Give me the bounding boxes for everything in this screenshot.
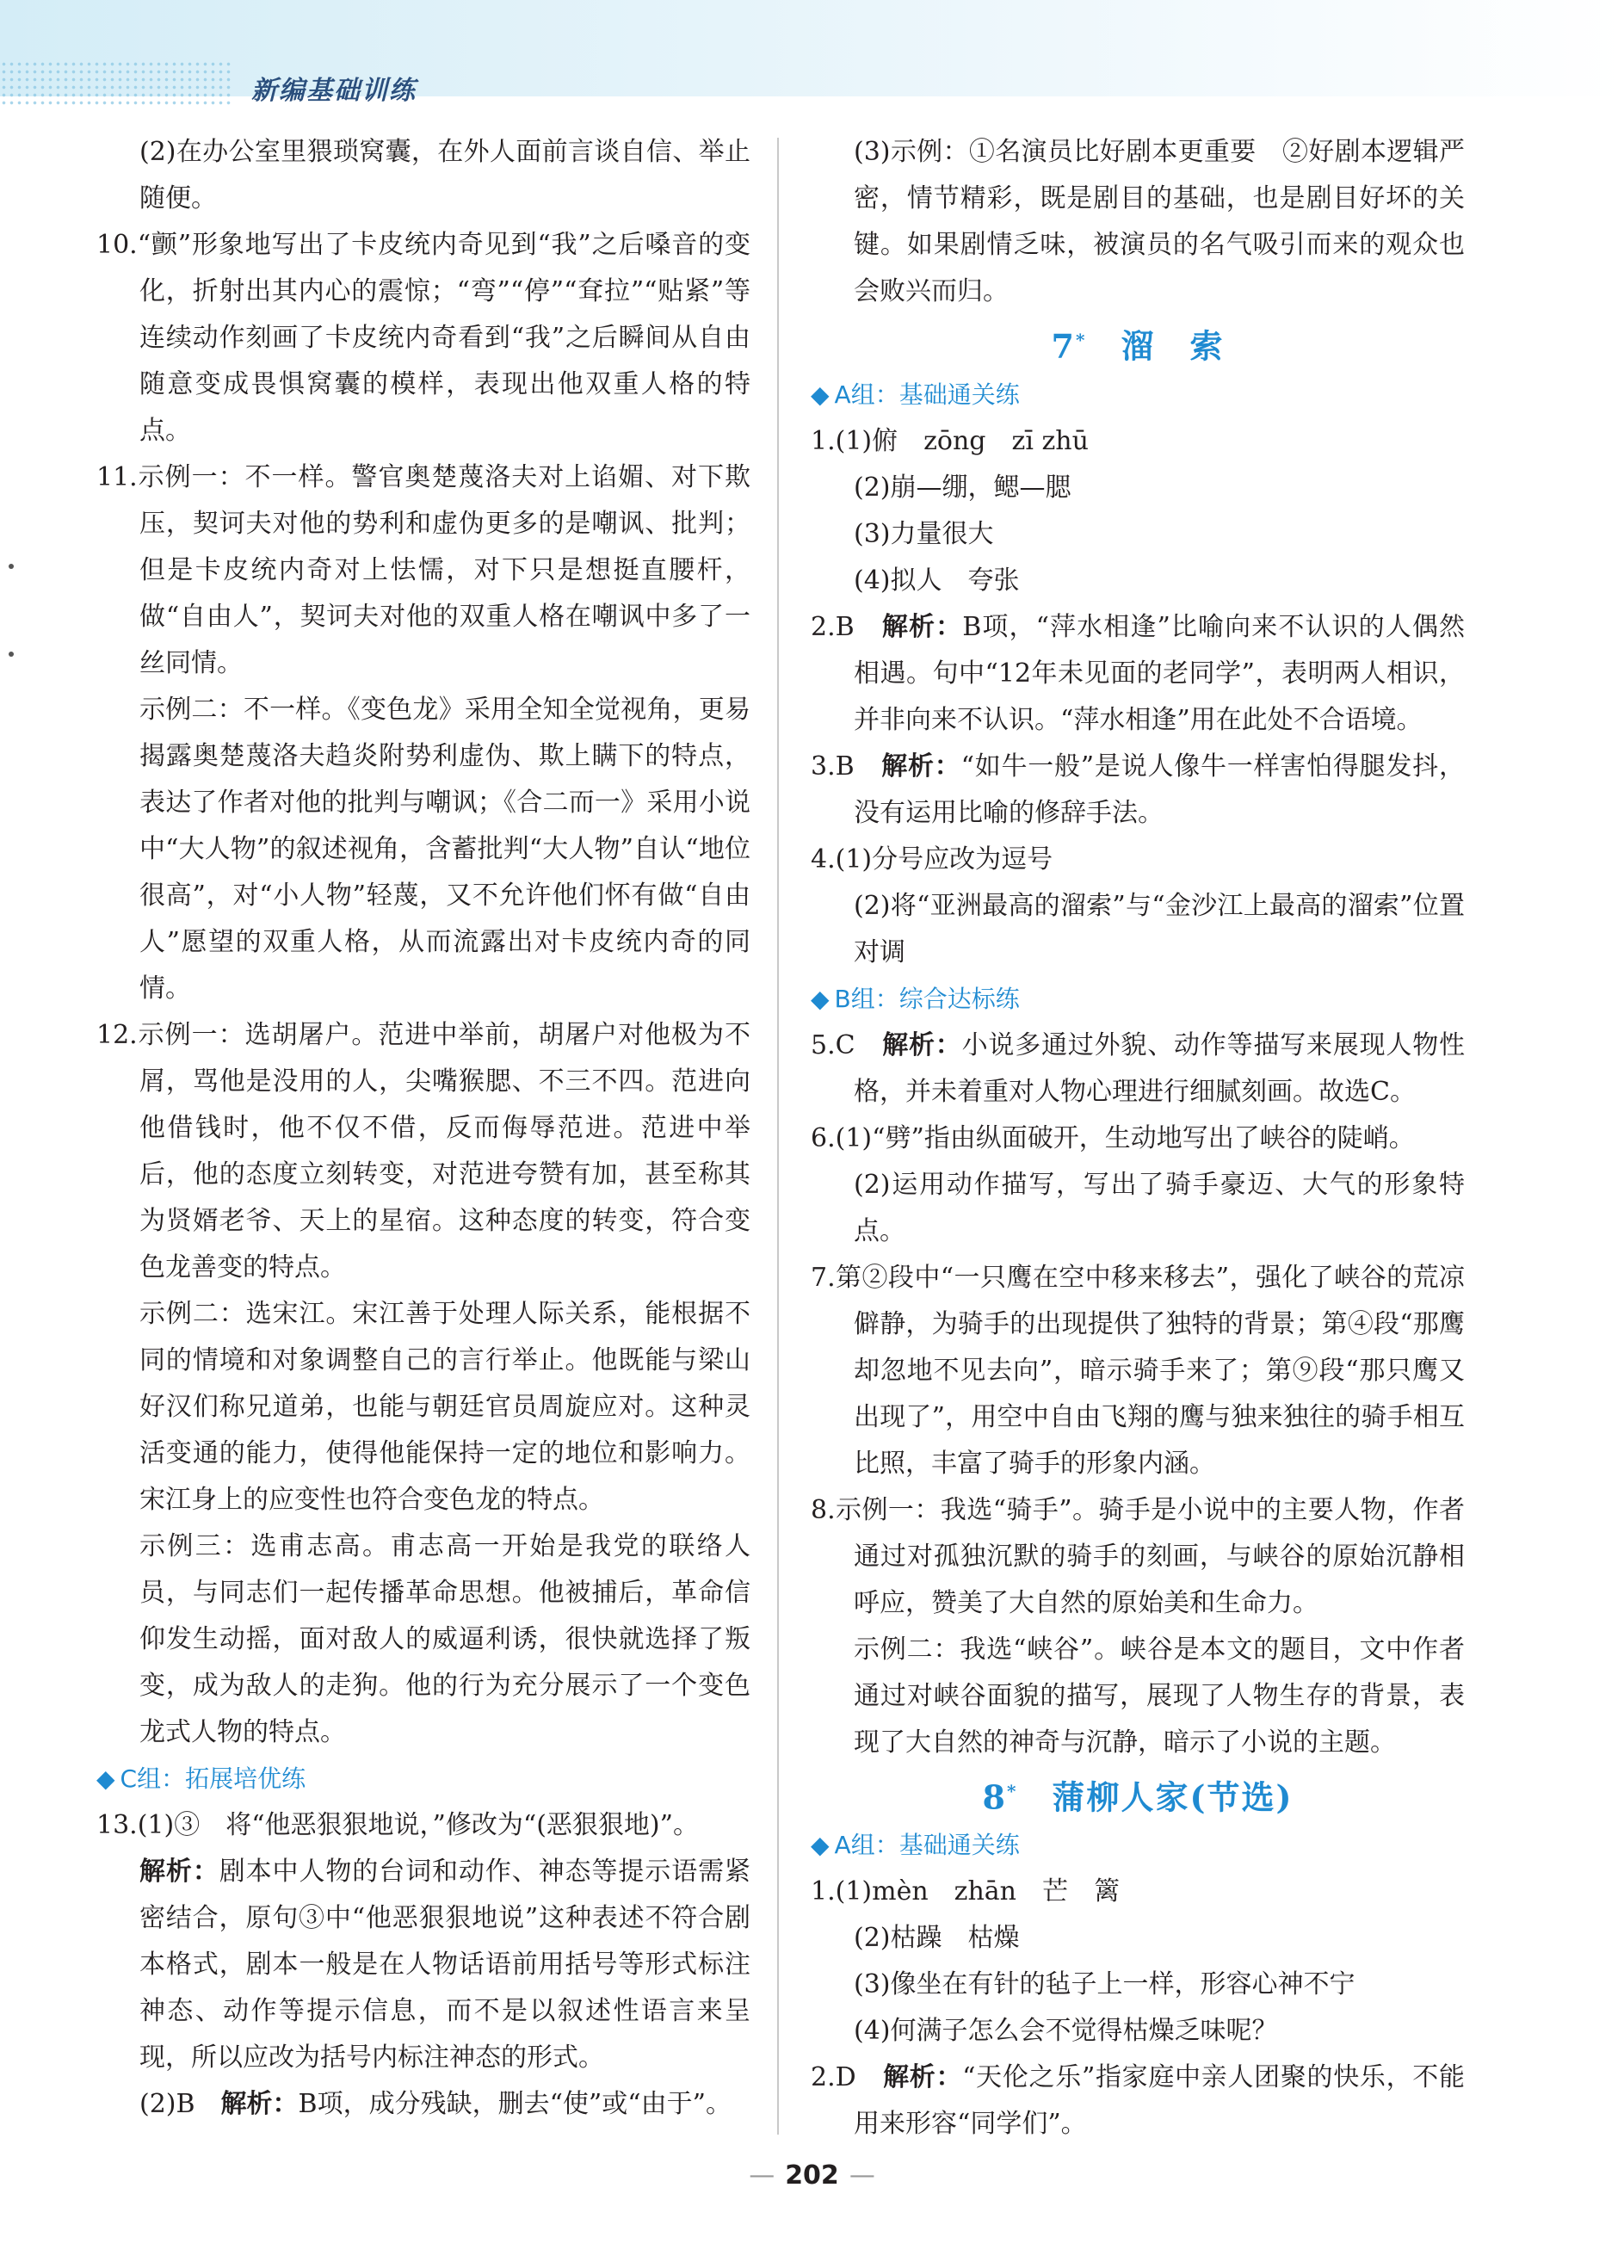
analysis-label: 解析： <box>881 751 961 782</box>
answer-item <box>96 222 750 454</box>
answer-subitem <box>811 883 1465 976</box>
page-number: — 202 — <box>749 2160 875 2191</box>
answer-text: 5.C <box>811 1029 883 1060</box>
answer-item <box>811 1255 1465 1487</box>
answer-item <box>811 604 1465 744</box>
section-marker: * <box>1075 330 1087 350</box>
group-heading-label: A组：基础通关练 <box>834 1831 1020 1860</box>
analysis-text: B项，成分残缺，删去“使”或“由于”。 <box>298 2089 732 2119</box>
answer-text: (2)运用动作描写，写出了骑手豪迈、大气的形象特点。 <box>854 1169 1465 1246</box>
answer-subitem <box>811 129 1465 315</box>
answer-text: 10.“颤”形象地写出了卡皮统内奇见到“我”之后嗓音的变化，折射出其内心的震惊；“弯”“停”“耷拉”“贴紧”等连续动作刻画了卡皮统内奇看到“我”之后瞬间从自由随意变成畏惧窝囊的模样，表现出他双重人格的特点。 <box>96 230 750 446</box>
answer-text: (2)在办公室里猥琐窝囊，在外人面前言谈自信、举止随便。 <box>139 137 750 213</box>
section-number: 8 <box>982 1777 1007 1817</box>
answer-item <box>811 418 1465 465</box>
answer-text: 示例二：选宋江。宋江善于处理人际关系，能根据不同的情境和对象调整自己的言行举止。他既能与梁山好汉们称兄道弟，也能与朝廷官员周旋应对。这种灵活变通的能力，使得他能保持一定的地位和影响力。宋江身上的应变性也符合变色龙的特点。 <box>139 1299 750 1515</box>
group-heading <box>96 1756 750 1802</box>
answer-subitem <box>96 687 750 1012</box>
diamond-icon: ◆ <box>811 380 830 409</box>
section-title-text: 溜 索 <box>1121 326 1225 366</box>
answer-text: 8.示例一：我选“骑手”。骑手是小说中的主要人物，作者通过对孤独沉默的骑手的刻画，与峡谷的原始沉静相呼应，赞美了大自然的原始美和生命力。 <box>811 1494 1465 1618</box>
analysis-text: “如牛一般”是说人像牛一样害怕得腿发抖，没有运用比喻的修辞手法。 <box>854 751 1466 828</box>
margin-dot <box>9 652 14 657</box>
answer-item <box>96 1012 750 1291</box>
answer-text: 3.B <box>811 751 882 782</box>
answer-subitem <box>811 465 1465 511</box>
analysis-label: 解析： <box>883 2062 963 2093</box>
group-heading <box>811 1822 1465 1869</box>
book-title: 新编基础训练 <box>251 76 417 106</box>
answer-subitem <box>811 558 1465 604</box>
analysis-text: “天伦之乐”指家庭中亲人团聚的快乐，不能用来形容“同学们”。 <box>854 2062 1465 2140</box>
answer-item <box>811 837 1465 883</box>
analysis-text: 小说多通过外貌、动作等描写来展现人物性格，并未着重对人物心理进行细腻刻画。故选C。 <box>854 1029 1466 1107</box>
answer-item <box>811 2055 1465 2147</box>
answer-item <box>811 1115 1465 1162</box>
answer-subitem <box>96 2081 750 2128</box>
analysis-text: B项，“萍水相逢”比喻向来不认识的人偶然相遇。句中“12年未见面的老同学”，表明两人相识，并非向来不认识。“萍水相逢”用在此处不合语境。 <box>854 611 1465 735</box>
answer-text: (2)崩—绷，鳃—腮 <box>854 472 1071 503</box>
answer-text: (3)示例：①名演员比好剧本更重要 ②好剧本逻辑严密，情节精彩，既是剧目的基础，也是剧目好坏的关键。如果剧情乏味，被演员的名气吸引而来的观众也会败兴而归。 <box>854 137 1465 306</box>
answer-text: 6.(1)“劈”指由纵面破开，生动地写出了峡谷的陡峭。 <box>811 1122 1415 1153</box>
group-heading <box>811 976 1465 1023</box>
answer-text: 剧本中人物的台词和动作、神态等提示语需紧密结合，原句③中“他恶狠狠地说”这种表述不符合剧本格式，剧本一般是在人物话语前用括号等形式标注神态、动作等提示信息，而不是以叙述性语言来呈现，所以应改为括号内标注神态的形式。 <box>139 1857 751 2073</box>
group-heading <box>811 372 1465 418</box>
answer-text: 示例二：我选“峡谷”。峡谷是本文的题目，文中作者通过对峡谷面貌的描写，展现了人物生存的背景，表现了大自然的神奇与沉静，暗示了小说的主题。 <box>854 1634 1465 1758</box>
answer-text: 示例二：不一样。《变色龙》采用全知全觉视角，更易揭露奥楚蔑洛夫趋炎附势利虚伪、欺上瞒下的特点，表达了作者对他的批判与嘲讽；《合二而一》采用小说中“大人物”的叙述视角，含蓄批判“大人物”自认“地位很高”，对“小人物”轻蔑，又不允许他们怀有做“自由人”愿望的双重人格，从而流露出对卡皮统内奇的同情。 <box>139 695 750 1004</box>
left-column <box>96 129 750 2128</box>
group-heading-label: C组：拓展培优练 <box>120 1764 306 1793</box>
answer-subitem <box>811 1162 1465 1255</box>
header-band <box>0 0 1624 96</box>
answer-text: (4)拟人 夸张 <box>854 565 1020 596</box>
answer-text: (3)力量很大 <box>854 518 994 549</box>
column-divider <box>777 138 779 2135</box>
margin-dot <box>9 564 14 569</box>
answer-subitem <box>811 511 1465 558</box>
section-title <box>811 1766 1465 1823</box>
answer-text: 示例三：选甫志高。甫志高一开始是我党的联络人员，与同志们一起传播革命思想。他被捕后，革命信仰发生动摇，面对敌人的威逼利诱，很快就选择了叛变，成为敌人的走狗。他的行为充分展示了一个变色龙式人物的特点。 <box>139 1531 750 1747</box>
answer-text: 2.D <box>811 2062 884 2093</box>
answer-text: 12.示例一：选胡屠户。范进中举前，胡屠户对他极为不屑，骂他是没用的人，尖嘴猴腮、不三不四。范进向他借钱时，他不仅不借，反而侮辱范进。范进中举后，他的态度立刻转变，对范进夸赞有加，甚至称其为贤婿老爷、天上的星宿。这种态度的转变，符合变色龙善变的特点。 <box>96 1020 750 1282</box>
answer-text: 4.(1)分号应改为逗号 <box>811 844 1053 874</box>
analysis-label: 解析： <box>220 2089 299 2119</box>
answer-text: (3)像坐在有针的毡子上一样，形容心神不宁 <box>854 1969 1355 2000</box>
section-title <box>811 315 1465 372</box>
page-number-value: 202 <box>785 2160 839 2191</box>
answer-subitem <box>96 129 750 222</box>
answer-text: 13.(1)③ 将“他恶狠狠地说，”修改为“(恶狠狠地)”。 <box>96 1810 699 1840</box>
answer-text: 2.B <box>811 611 882 642</box>
answer-item <box>811 744 1465 837</box>
diamond-icon: ◆ <box>811 1831 830 1860</box>
answer-item <box>811 1023 1465 1115</box>
section-title-text: 蒲柳人家(节选) <box>1052 1777 1294 1817</box>
answer-subitem <box>96 1523 750 1756</box>
answer-text: (4)何满子怎么会不觉得枯燥乏味呢？ <box>854 2016 1278 2047</box>
section-marker: * <box>1007 1780 1018 1801</box>
group-heading-label: A组：基础通关练 <box>834 380 1020 409</box>
answer-item <box>96 454 750 687</box>
answer-text: (2)B <box>139 2089 221 2119</box>
answer-subitem <box>811 1962 1465 2008</box>
answer-subitem <box>96 1849 750 2081</box>
right-column <box>811 129 1465 2147</box>
answer-text: 1.(1)mèn zhān 芒 篱 <box>811 1876 1120 1907</box>
answer-text: (2)枯躁 枯燥 <box>854 1923 1020 1954</box>
group-heading-label: B组：综合达标练 <box>834 984 1020 1013</box>
answer-text: 7.第②段中“一只鹰在空中移来移去”，强化了峡谷的荒凉僻静，为骑手的出现提供了独特的背景；第④段“那鹰却忽地不见去向”，暗示骑手来了；第⑨段“那只鹰又出现了”，用空中自由飞翔的鹰与独来独往的骑手相互比照，丰富了骑手的形象内涵。 <box>811 1262 1465 1479</box>
answer-subitem <box>96 1291 750 1523</box>
analysis-label: 解析： <box>881 611 963 642</box>
answer-subitem <box>811 2008 1465 2055</box>
answer-item <box>811 1869 1465 1915</box>
section-number: 7 <box>1051 326 1076 366</box>
answer-text: (2)将“亚洲最高的溜索”与“金沙江上最高的溜索”位置对调 <box>854 890 1465 967</box>
analysis-label: 解析： <box>139 1857 219 1887</box>
diamond-icon: ◆ <box>96 1764 115 1793</box>
answer-item <box>96 1802 750 1849</box>
answer-subitem <box>811 1915 1465 1962</box>
answer-item <box>811 1487 1465 1627</box>
analysis-label: 解析： <box>882 1029 962 1060</box>
answer-text: 1.(1)俯 zōng zī zhū <box>811 425 1089 456</box>
answer-subitem <box>811 1627 1465 1766</box>
answer-text: 11.示例一：不一样。警官奥楚蔑洛夫对上谄媚、对下欺压，契诃夫对他的势利和虚伪更多的是嘲讽、批判；但是卡皮统内奇对上怯懦，对下只是想挺直腰杆，做“自由人”，契诃夫对他的双重人格在嘲讽中多了一丝同情。 <box>96 462 750 678</box>
diamond-icon: ◆ <box>811 984 830 1013</box>
header-dots-decoration <box>0 60 232 105</box>
